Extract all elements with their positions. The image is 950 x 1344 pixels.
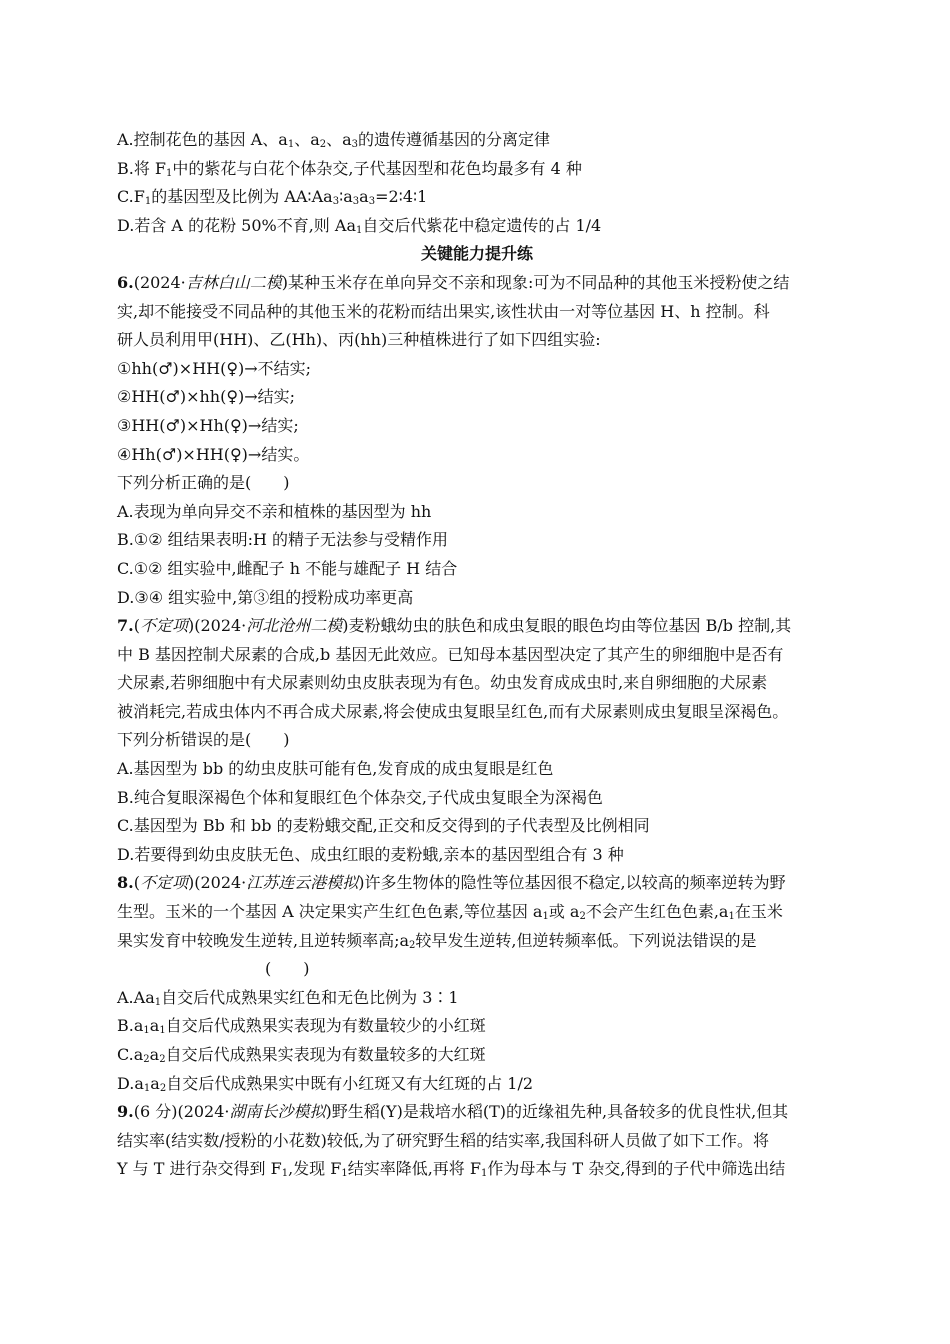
q5-option-c: $C.F_1$的基因型及比例为 $AA∶Aa_3∶a_3a_3=2∶4∶1$ xyxy=(117,187,428,208)
q5-option-a: A.控制花色的基因 A、$a_1$、$a_2$、$a_3$的遗传遵循基因的分离定律 xyxy=(117,130,551,150)
text-line: D.若要得到幼虫皮肤无色、成虫红眼的麦粉蛾,亲本的基因型组合有 3 种 xyxy=(117,844,624,864)
text-line: 结实率(结实数/授粉的小花数)较低,为了研究野生稻的结实率,我国科研人员做了如下工作。将 xyxy=(117,1130,770,1150)
text-line: $A.Aa_1$自交后代成熟果实红色和无色比例为 3∶1 xyxy=(117,987,459,1008)
question-8 xyxy=(117,869,837,1098)
text-line: ④Hh(♂)×HH(♀)→结实。 xyxy=(117,444,310,464)
question-8-stem xyxy=(117,869,837,955)
text-line: C.基因型为 Bb 和 bb 的麦粉蛾交配,正交和反交得到的子代表型及比例相同 xyxy=(117,816,650,836)
text-line: Y 与 T 进行杂交得到 $F_1$,发现 $F_1$结实率降低,再将 $F_1$作为母本与 T 杂交,得到的子代中筛选出结 xyxy=(117,1159,786,1180)
text-line: A.表现为单向异交不亲和植株的基因型为 hh xyxy=(117,501,432,521)
text-line: 6.(2024·吉林白山二模)某种玉米存在单向异交不亲和现象:可为不同品种的其他玉米授粉使之结 xyxy=(117,272,790,292)
text-line: B.纯合复眼深褐色个体和复眼红色个体杂交,子代成虫复眼全为深褐色 xyxy=(117,787,603,807)
text-line: 下列分析错误的是( ) xyxy=(117,730,290,750)
text-line: D.③④ 组实验中,第③组的授粉成功率更高 xyxy=(117,587,414,607)
text-line: 果实发育中较晚发生逆转,且逆转频率高$;a_2$较早发生逆转,但逆转频率低。下列说法错误的是 xyxy=(117,930,757,951)
text-line: 中 B 基因控制犬尿素的合成,b 基因无此效应。已知母本基因型决定了其产生的卵细胞中是否有 xyxy=(117,644,784,664)
question-9 xyxy=(117,1098,837,1184)
text-line: $C.a_2a_2$自交后代成熟果实表现为有数量较多的大红斑 xyxy=(117,1045,486,1065)
text-line: ①hh(♂)×HH(♀)→不结实; xyxy=(117,358,312,378)
question-7 xyxy=(117,612,837,869)
question-8-options xyxy=(117,984,837,1098)
text-line: 生型。玉米的一个基因 A 决定果实产生红色色素,等位基因 $a_1$或 $a_2$不会产生红色色素$,a_1$在玉米 xyxy=(117,902,783,923)
q5-options xyxy=(117,126,837,240)
q5-option-b: B.将 $F_1$中的紫花与白花个体杂交,子代基因型和花色均最多有 4 种 xyxy=(117,158,582,179)
text-line: 9.(6 分)(2024·湖南长沙模拟)野生稻(Y)是栽培水稻(T)的近缘祖先种,具备较多的优良性状,但其 xyxy=(117,1102,789,1122)
text-line: 被消耗完,若成虫体内不再合成犬尿素,将会使成虫复眼呈红色,而有犬尿素则成虫复眼呈深褐色。 xyxy=(117,701,789,721)
text-line: 实,却不能接受不同品种的其他玉米的花粉而结出果实,该性状由一对等位基因 H、h 控制。科 xyxy=(117,301,770,321)
text-line: 8.(不定项)(2024·江苏连云港模拟)许多生物体的隐性等位基因很不稳定,以较高的频率逆转为野 xyxy=(117,873,786,893)
text-line: $D.a_1a_2$自交后代成熟果实中既有小红斑又有大红斑的占 1/2 xyxy=(117,1073,534,1094)
q5-option-d: D.若含 A 的花粉 50%不育,则 $Aa_1$自交后代紫花中稳定遗传的占 1/4 xyxy=(117,215,602,236)
document-page xyxy=(117,126,837,1184)
text-line: ③HH(♂)×Hh(♀)→结实; xyxy=(117,415,299,435)
text-line: 犬尿素,若卵细胞中有犬尿素则幼虫皮肤表现为有色。幼虫发育成成虫时,来自卵细胞的犬尿素 xyxy=(117,673,768,693)
text-line: 下列分析正确的是( ) xyxy=(117,473,290,493)
text-line: 7.(不定项)(2024·河北沧州二模)麦粉蛾幼虫的肤色和成虫复眼的眼色均由等位基因 B/b 控制,其 xyxy=(117,616,792,636)
section-title: 关键能力提升练 xyxy=(420,244,533,264)
text-line: B.①② 组结果表明:H 的精子无法参与受精作用 xyxy=(117,530,449,550)
text-line: 研人员利用甲(HH)、乙(Hh)、丙(hh)三种植株进行了如下四组实验: xyxy=(117,330,601,350)
text-line: $B.a_1a_1$自交后代成熟果实表现为有数量较少的小红斑 xyxy=(117,1016,486,1037)
question-8-answer-bracket: ( ) xyxy=(265,959,310,979)
text-line: ②HH(♂)×hh(♀)→结实; xyxy=(117,387,296,407)
text-line: C.①② 组实验中,雌配子 h 不能与雄配子 H 结合 xyxy=(117,558,458,578)
text-line: A.基因型为 bb 的幼虫皮肤可能有色,发育成的成虫复眼是红色 xyxy=(117,759,554,779)
question-6 xyxy=(117,269,837,612)
